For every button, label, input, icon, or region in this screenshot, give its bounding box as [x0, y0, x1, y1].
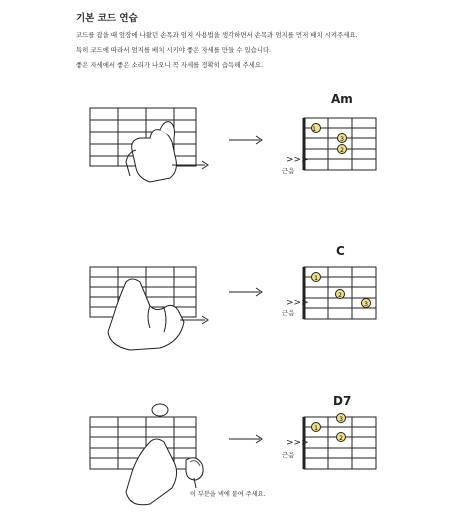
chord-name-am: Am: [331, 92, 353, 106]
arrow-am: [229, 136, 262, 144]
root-label-d7: 근음: [282, 451, 295, 459]
arrow-d7: [229, 435, 262, 443]
chord-row-am: [0, 90, 474, 210]
page-title: 기본 코드 연습: [76, 13, 138, 24]
am-finger-2: 2: [340, 147, 344, 154]
neck-contact-note: 이 부분을 넥에 붙여 주세요.: [190, 491, 266, 498]
chord-name-d7: D7: [333, 394, 352, 408]
hand-fretboard-c: [90, 267, 208, 350]
chord-name-c: C: [336, 244, 345, 258]
chord-row-c: [0, 242, 474, 362]
c-finger-3: 3: [364, 301, 368, 308]
root-marker-c: >>>: [286, 298, 309, 308]
c-illustration: [0, 242, 474, 362]
root-marker-am: >>>: [286, 155, 309, 165]
hand-fretboard-am: [90, 108, 208, 182]
d7-finger-3: 3: [339, 416, 343, 423]
root-label-am: 근음: [282, 167, 295, 175]
am-finger-1: 1: [312, 126, 316, 133]
arrow-c: [229, 288, 262, 296]
d7-finger-2: 2: [339, 435, 343, 442]
root-label-c: 근음: [282, 309, 295, 317]
hand-fretboard-d7: [90, 404, 203, 505]
instruction-line-3: 좋은 자세에서 좋은 소리가 나오니 꼭 자세를 정확히 습득해 주세요.: [76, 61, 263, 69]
d7-finger-1: 1: [314, 425, 318, 432]
instruction-line-1: 코드를 잡을 때 앞장에 나왔던 손목과 엄지 사용법을 생각하면서 손목과 엄지를 먼저 배치 시켜주세요.: [76, 31, 358, 39]
am-illustration: [0, 90, 474, 210]
instruction-line-2: 특히 코드에 따라서 엄지를 배치 시키야 좋은 자세를 만들 수 있습니다.: [76, 46, 272, 54]
c-finger-2: 2: [338, 292, 342, 299]
am-finger-3: 3: [340, 136, 344, 143]
root-marker-d7: >>>: [286, 438, 309, 448]
c-finger-1: 1: [314, 275, 318, 282]
